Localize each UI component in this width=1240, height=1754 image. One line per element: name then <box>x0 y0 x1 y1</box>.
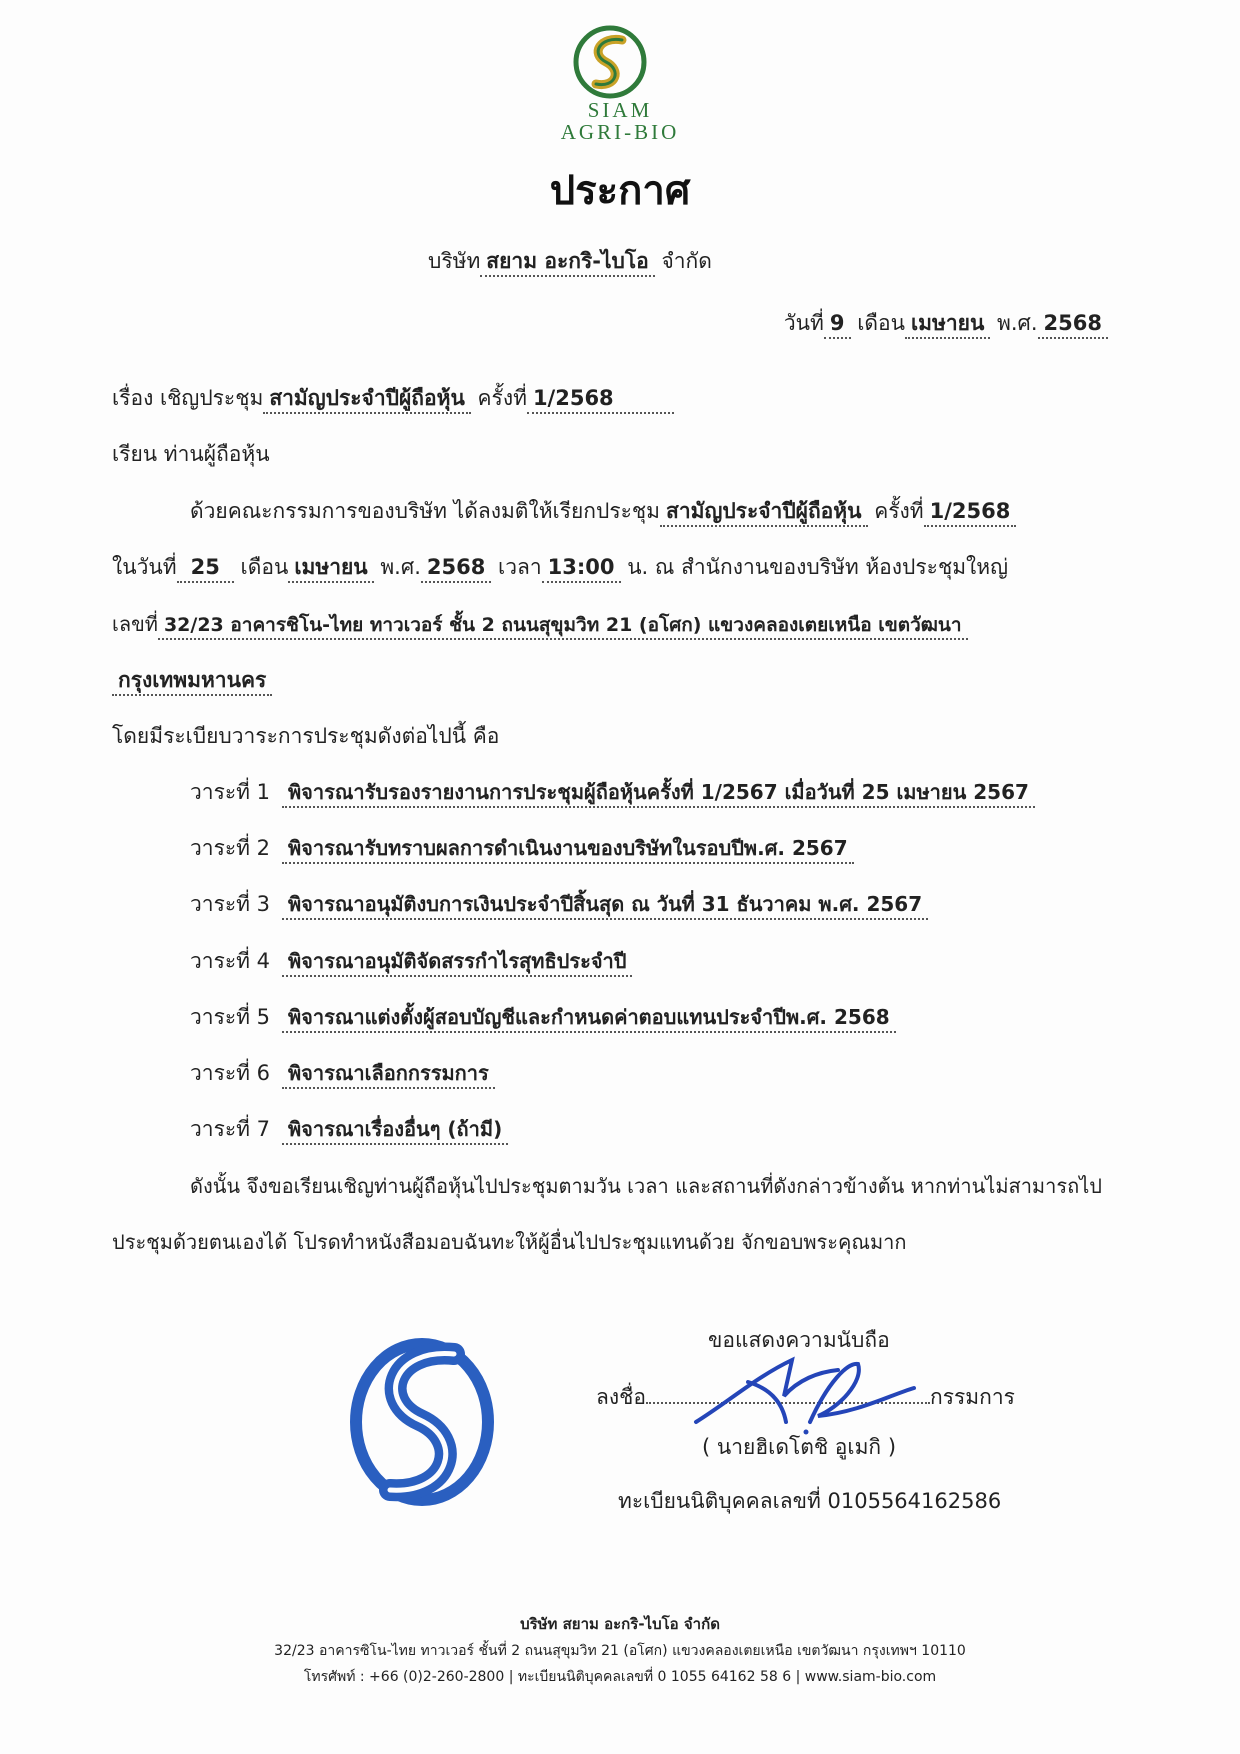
company-suffix: จำกัด <box>661 249 712 273</box>
agenda-text: พิจารณารับทราบผลการดำเนินงานของบริษัทในรอบปีพ.ศ. 2567 <box>282 836 854 864</box>
body-year-label: พ.ศ. <box>380 555 421 579</box>
agenda-item <box>190 946 632 976</box>
agenda-text: พิจารณาเลือกกรรมการ <box>282 1061 495 1089</box>
agenda-text: พิจารณาเรื่องอื่นๆ (ถ้ามี) <box>282 1117 508 1145</box>
agenda-text: พิจารณาแต่งตั้งผู้สอบบัญชีและกำหนดค่าตอบแทนประจำปีพ.ศ. 2568 <box>282 1005 896 1033</box>
subject-count: 1/2568 <box>527 386 674 414</box>
address-value: 32/23 อาคารชิโน-ไทย ทาวเวอร์ ชั้น 2 ถนนสุขุมวิท 21 (อโศก) แขวงคลองเตยเหนือ เขตวัฒนา <box>158 614 968 640</box>
company-prefix: บริษัท <box>428 249 481 273</box>
address-city: กรุงเทพมหานคร <box>112 668 272 696</box>
sign-position: กรรมการ <box>930 1385 1015 1409</box>
date-month: เมษายน <box>905 311 990 339</box>
date-day-label: วันที่ <box>783 311 824 335</box>
agenda-label: วาระที่ 5 <box>190 1005 271 1029</box>
date-line <box>784 308 1108 338</box>
body-meeting-type: สามัญประจำปีผู้ถือหุ้น <box>660 499 868 527</box>
page-title: ประกาศ <box>549 168 691 214</box>
registration-number: ทะเบียนนิติบุคคลเลขที่ 0105564162586 <box>618 1489 1002 1513</box>
body-line-3 <box>112 609 968 640</box>
body-line-4 <box>112 665 272 695</box>
siam-agri-bio-logo <box>572 24 648 100</box>
body-time: 13:00 <box>542 555 621 583</box>
agenda-item <box>190 1058 495 1088</box>
brand-line-2: AGRI-BIO <box>560 120 680 144</box>
date-year: 2568 <box>1038 311 1108 339</box>
body-day-label: ในวันที่ <box>112 555 177 579</box>
agenda-label: วาระที่ 3 <box>190 892 271 916</box>
agenda-item <box>190 777 1035 807</box>
footer-address: 32/23 อาคารซิโน-ไทย ทาวเวอร์ ชั้นที่ 2 ถนนสุขุมวิท 21 (อโศก) แขวงคลองเตยเหนือ เขตวัฒนา กรุงเทพฯ 10110 <box>274 1643 966 1659</box>
agenda-label: วาระที่ 4 <box>190 949 271 973</box>
agenda-text: พิจารณาอนุมัติงบการเงินประจำปีสิ้นสุด ณ วันที่ 31 ธันวาคม พ.ศ. 2567 <box>282 892 928 920</box>
agenda-label: วาระที่ 2 <box>190 836 271 860</box>
closing-line-1: ดังนั้น จึงขอเรียนเชิญท่านผู้ถือหุ้นไปประชุมตามวัน เวลา และสถานที่ดังกล่าวข้างต้น หากท่านไม่สามารถไป <box>190 1174 1102 1198</box>
sign-label: ลงชื่อ <box>596 1385 646 1409</box>
agenda-item <box>190 833 854 863</box>
agenda-item <box>190 1002 896 1032</box>
agenda-text: พิจารณารับรองรายงานการประชุมผู้ถือหุ้นครั้งที่ 1/2567 เมื่อวันที่ 25 เมษายน 2567 <box>282 780 1035 808</box>
subject-label: เรื่อง เชิญประชุม <box>112 386 264 410</box>
subject-meeting-type: สามัญประจำปีผู้ถือหุ้น <box>263 386 471 414</box>
brand-line-1: SIAM <box>587 98 653 122</box>
agenda-label: วาระที่ 6 <box>190 1061 271 1085</box>
agenda-label: วาระที่ 7 <box>190 1117 271 1141</box>
body-year: 2568 <box>421 555 491 583</box>
footer-company: บริษัท สยาม อะกริ-ไบโอ จำกัด <box>520 1615 720 1633</box>
agenda-label: วาระที่ 1 <box>190 780 271 804</box>
body-intro: ด้วยคณะกรรมการของบริษัท ได้ลงมติให้เรียกประชุม <box>190 499 660 523</box>
body-time-label: เวลา <box>498 555 542 579</box>
agenda-item <box>190 1114 508 1144</box>
body-line-1 <box>190 496 1016 526</box>
body-line-2 <box>112 552 1008 582</box>
address-label: เลขที่ <box>112 612 158 636</box>
signer-name: ( นายฮิเดโตชิ อูเมกิ ) <box>702 1435 897 1459</box>
handwritten-signature-icon <box>688 1352 928 1436</box>
company-seal-icon <box>346 1330 498 1514</box>
regards-text: ขอแสดงความนับถือ <box>708 1328 890 1352</box>
body-month-label: เดือน <box>240 555 289 579</box>
company-line <box>428 246 712 276</box>
agenda-text: พิจารณาอนุมัติจัดสรรกำไรสุทธิประจำปี <box>282 949 632 977</box>
agenda-intro: โดยมีระเบียบวาระการประชุมดังต่อไปนี้ คือ <box>112 724 500 748</box>
body-month: เมษายน <box>288 555 373 583</box>
subject-line <box>112 383 674 413</box>
body-count: 1/2568 <box>924 499 1017 527</box>
body-count-label: ครั้งที่ <box>874 499 924 523</box>
body-day: 25 <box>177 555 234 583</box>
subject-count-label: ครั้งที่ <box>477 386 527 410</box>
closing-line-2: ประชุมด้วยตนเองได้ โปรดทำหนังสือมอบฉันทะให้ผู้อื่นไปประชุมแทนด้วย จักขอบพระคุณมาก <box>112 1230 907 1254</box>
agenda-item <box>190 889 928 919</box>
date-month-label: เดือน <box>857 311 905 335</box>
date-day: 9 <box>824 311 851 339</box>
body-venue: น. ณ สำนักงานของบริษัท ห้องประชุมใหญ่ <box>627 555 1009 579</box>
company-name: สยาม อะกริ-ไบโอ <box>480 249 654 277</box>
date-year-label: พ.ศ. <box>997 311 1038 335</box>
footer-contact: โทรศัพท์ : +66 (0)2-260-2800 | ทะเบียนนิติบุคคลเลขที่ 0 1055 64162 58 6 | www.siam-bio.com <box>303 1669 937 1685</box>
recipient-line: เรียน ท่านผู้ถือหุ้น <box>112 442 270 466</box>
